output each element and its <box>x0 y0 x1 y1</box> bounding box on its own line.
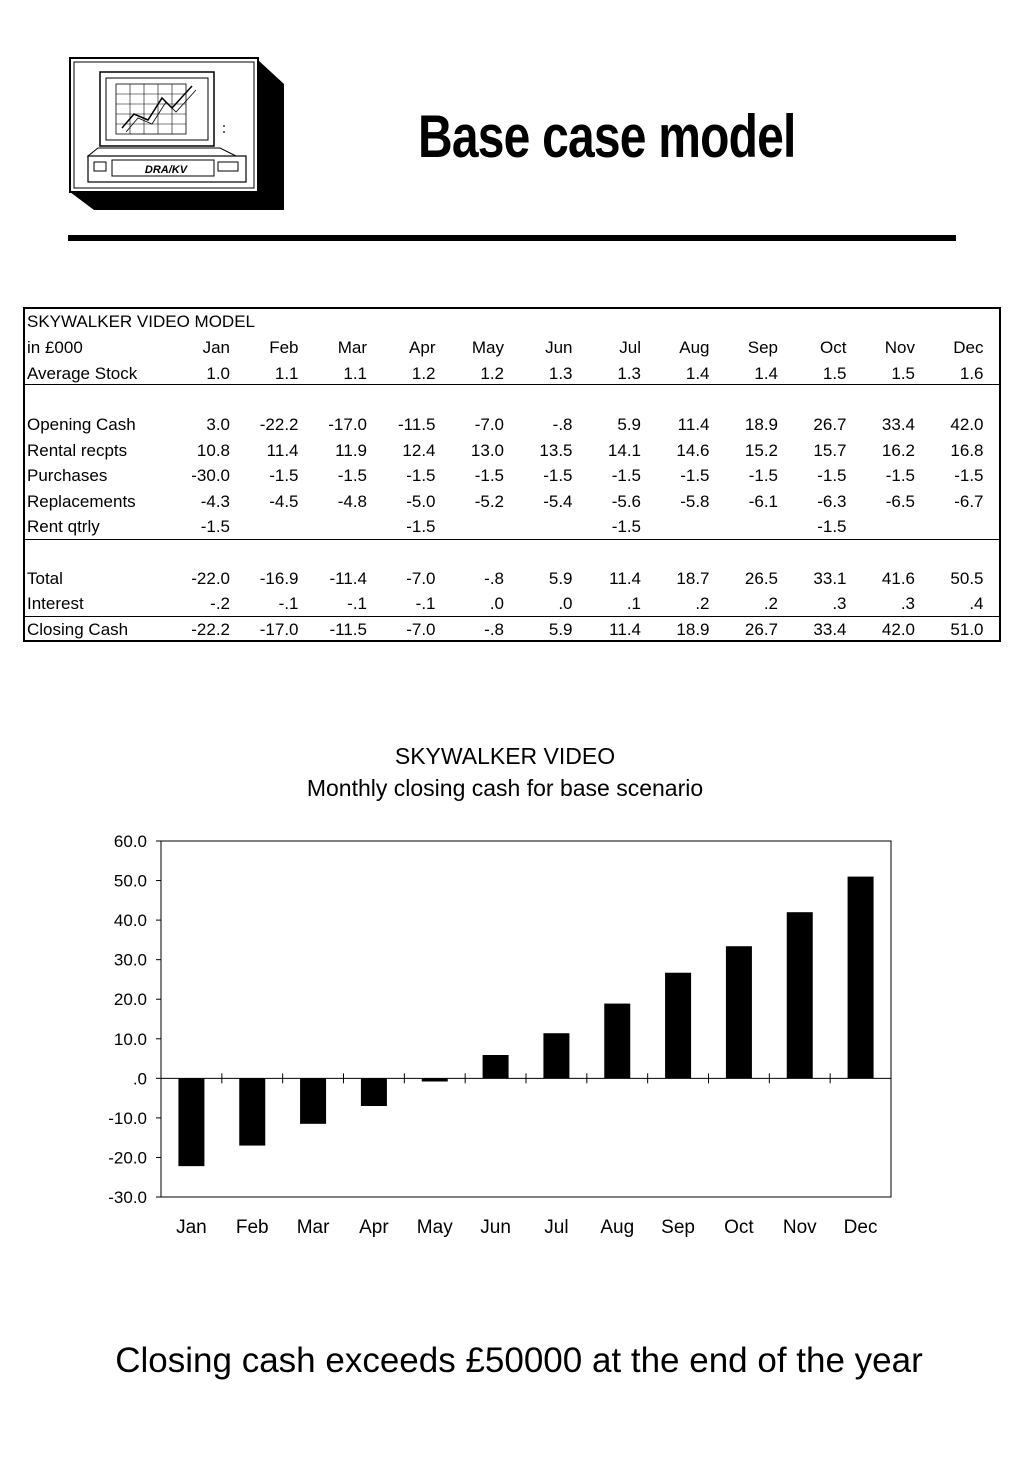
table-cell: -4.3 <box>200 492 230 511</box>
chart-title: SKYWALKER VIDEO <box>394 743 616 769</box>
table-cell: 1.1 <box>343 364 367 383</box>
x-tick-label: Apr <box>359 1217 389 1238</box>
table-cell: 11.9 <box>335 441 367 460</box>
table-row <box>25 361 999 386</box>
month-header: Jun <box>545 338 573 357</box>
x-tick-label: May <box>416 1217 453 1238</box>
y-tick-label: 40.0 <box>113 911 147 931</box>
table-cell: -1.5 <box>954 466 984 485</box>
table-cell: 16.8 <box>950 441 984 460</box>
row-label: Replacements <box>27 492 136 511</box>
table-cell: -1.5 <box>817 517 847 536</box>
table-cell: 11.4 <box>266 441 299 460</box>
table-cell: -.2 <box>210 594 230 613</box>
row-label: Total <box>27 569 63 588</box>
table-cell: -11.5 <box>329 620 367 639</box>
table-cell: -1.5 <box>474 466 504 485</box>
month-header: Oct <box>820 338 847 357</box>
table-cell: 41.6 <box>881 569 915 588</box>
row-label: Purchases <box>27 466 108 485</box>
table-cell: 26.7 <box>744 620 778 639</box>
table-cell: -1.5 <box>200 517 230 536</box>
closing-cash-bar-chart <box>0 820 1024 1260</box>
table-cell: 1.3 <box>548 364 573 383</box>
month-header: Jul <box>619 338 641 357</box>
table-cell: -.8 <box>484 569 504 588</box>
table-cell: 1.4 <box>754 364 778 383</box>
table-cell: -.1 <box>415 594 436 613</box>
plot-area <box>161 841 891 1197</box>
table-cell: -7.0 <box>406 569 436 588</box>
table-cell: -22.2 <box>191 620 230 639</box>
table-cell: -17.0 <box>328 415 367 434</box>
month-header: Aug <box>679 338 710 357</box>
x-tick-label: Jun <box>480 1217 511 1238</box>
row-label: Opening Cash <box>27 415 136 434</box>
table-cell: -1.5 <box>269 466 299 485</box>
bar <box>726 946 752 1078</box>
table-cell: .2 <box>695 594 710 613</box>
y-tick-label: 30.0 <box>113 950 147 970</box>
bar <box>604 1004 630 1079</box>
table-cell: -1.5 <box>337 466 367 485</box>
logo-label: DRA/KV <box>144 164 188 176</box>
table-cell: 1.4 <box>685 364 710 383</box>
table-cell: -1.5 <box>611 466 641 485</box>
y-tick-label: -10.0 <box>108 1108 147 1128</box>
table-cell: -1.5 <box>680 466 710 485</box>
row-label: Interest <box>27 594 84 613</box>
table-cell: 42.0 <box>881 620 915 639</box>
table-cell: .1 <box>626 594 641 613</box>
table-cell: -5.8 <box>680 492 710 511</box>
table-cell: 1.1 <box>274 364 299 383</box>
table-cell: -4.5 <box>269 492 299 511</box>
table-header-row <box>25 335 999 360</box>
table-cell: 11.4 <box>677 415 710 434</box>
month-header: Feb <box>269 338 299 357</box>
bar <box>422 1078 448 1081</box>
x-tick-label: Dec <box>843 1217 878 1238</box>
month-header: Dec <box>953 338 984 357</box>
table-cell: -6.7 <box>954 492 984 511</box>
table-cell: 33.1 <box>813 569 847 588</box>
table-cell: 5.9 <box>548 569 573 588</box>
table-cell: 5.9 <box>548 620 573 639</box>
table-cell: -22.0 <box>191 569 230 588</box>
table-cell: -6.1 <box>748 492 778 511</box>
unit-label: in £000 <box>27 338 83 357</box>
table-cell: -11.4 <box>329 569 367 588</box>
table-cell: -.8 <box>484 620 504 639</box>
table-cell: 12.4 <box>402 441 436 460</box>
table-title: SKYWALKER VIDEO MODEL <box>27 312 255 331</box>
table-cell: 33.4 <box>813 620 847 639</box>
title-rule <box>68 235 956 241</box>
cash-model-table <box>23 307 1001 642</box>
table-cell: -6.5 <box>885 492 915 511</box>
table-cell: -5.6 <box>611 492 641 511</box>
table-cell: -.1 <box>278 594 299 613</box>
conclusion-text: Closing cash exceeds £50000 at the end of the year <box>115 1341 923 1380</box>
y-tick-label: .0 <box>132 1069 147 1089</box>
table-cell: 1.3 <box>617 364 641 383</box>
table-cell: -5.4 <box>543 492 573 511</box>
table-cell: 14.1 <box>607 441 641 460</box>
table-cell: -5.0 <box>406 492 436 511</box>
x-tick-label: Feb <box>235 1217 269 1238</box>
table-cell: -1.5 <box>611 517 641 536</box>
y-tick-label: -20.0 <box>108 1148 147 1168</box>
bar <box>787 912 813 1078</box>
month-header: Apr <box>409 338 436 357</box>
table-cell: 33.4 <box>881 415 915 434</box>
table-cell: -.8 <box>552 415 573 434</box>
table-divider <box>25 539 999 540</box>
table-row <box>25 617 999 642</box>
table-cell: -1.5 <box>817 466 847 485</box>
x-tick-label: Sep <box>661 1217 695 1238</box>
table-cell: -6.3 <box>817 492 847 511</box>
bar <box>543 1033 569 1078</box>
table-row <box>25 412 999 437</box>
month-header: Mar <box>337 338 367 357</box>
row-label: Rent qtrly <box>27 517 100 536</box>
month-header: Jan <box>202 338 230 357</box>
table-cell: -5.2 <box>474 492 504 511</box>
table-row <box>25 514 999 539</box>
table-cell: 1.2 <box>480 364 504 383</box>
table-cell: 18.9 <box>676 620 710 639</box>
table-row <box>25 566 999 591</box>
table-title-row <box>25 309 999 334</box>
x-tick-label: Aug <box>600 1217 635 1238</box>
month-header: May <box>471 338 504 357</box>
page-title: Base case model <box>418 103 796 170</box>
table-cell: .0 <box>489 594 504 613</box>
y-tick-label: -30.0 <box>108 1188 147 1207</box>
table-cell: 1.2 <box>411 364 436 383</box>
table-cell: 13.0 <box>470 441 504 460</box>
table-cell: 11.4 <box>609 569 641 588</box>
table-cell: 26.5 <box>744 569 778 588</box>
bar <box>361 1078 387 1106</box>
bar <box>483 1055 509 1078</box>
row-label: Average Stock <box>27 364 138 383</box>
bar <box>665 973 691 1079</box>
table-cell: 15.2 <box>744 441 778 460</box>
table-cell: -30.0 <box>191 466 230 485</box>
table-cell: -1.5 <box>406 466 436 485</box>
table-cell: 1.0 <box>206 364 230 383</box>
table-cell: 5.9 <box>617 415 641 434</box>
table-cell: -7.0 <box>474 415 504 434</box>
table-cell: 1.5 <box>891 364 915 383</box>
table-cell: 26.7 <box>813 415 847 434</box>
table-cell: .3 <box>832 594 847 613</box>
table-cell: 14.6 <box>676 441 710 460</box>
table-cell: -11.5 <box>398 415 436 434</box>
table-cell: .3 <box>900 594 915 613</box>
bar <box>239 1078 265 1145</box>
row-label: Closing Cash <box>27 620 129 639</box>
bar <box>178 1078 204 1166</box>
table-cell: -1.5 <box>748 466 778 485</box>
y-tick-label: 10.0 <box>113 1029 147 1049</box>
chart-subtitle: Monthly closing cash for base scenario <box>306 775 704 801</box>
table-cell: 18.9 <box>744 415 778 434</box>
table-row <box>25 438 999 463</box>
table-cell: -22.2 <box>259 415 299 434</box>
row-label: Rental recpts <box>27 441 128 460</box>
table-cell: -.1 <box>347 594 367 613</box>
table-cell: 51.0 <box>950 620 984 639</box>
table-cell: -16.9 <box>259 569 299 588</box>
table-cell: 16.2 <box>881 441 915 460</box>
table-row <box>25 463 999 488</box>
x-tick-label: Nov <box>782 1217 817 1238</box>
table-cell: 10.8 <box>196 441 230 460</box>
x-tick-label: Jul <box>544 1217 569 1238</box>
y-tick-label: 20.0 <box>113 990 147 1010</box>
table-cell: 13.5 <box>539 441 573 460</box>
table-cell: .4 <box>969 594 984 613</box>
logo-computer-icon <box>68 56 288 214</box>
table-cell: 15.7 <box>813 441 847 460</box>
month-header: Sep <box>747 338 778 357</box>
table-cell: 3.0 <box>206 415 230 434</box>
table-cell: .2 <box>763 594 778 613</box>
table-cell: 42.0 <box>950 415 984 434</box>
table-cell: 50.5 <box>950 569 984 588</box>
bar <box>300 1078 326 1123</box>
table-cell: 11.4 <box>609 620 641 639</box>
table-cell: -1.5 <box>885 466 915 485</box>
table-cell: .0 <box>558 594 573 613</box>
table-row <box>25 489 999 514</box>
table-cell: -17.0 <box>259 620 299 639</box>
month-header: Nov <box>884 338 915 357</box>
x-tick-label: Oct <box>724 1217 754 1238</box>
y-tick-label: 60.0 <box>113 832 147 851</box>
table-cell: 18.7 <box>676 569 710 588</box>
table-cell: -1.5 <box>543 466 573 485</box>
x-tick-label: Jan <box>176 1217 207 1238</box>
x-tick-label: Mar <box>296 1217 330 1238</box>
table-cell: -4.8 <box>337 492 367 511</box>
table-row <box>25 591 999 616</box>
y-tick-label: 50.0 <box>113 871 147 891</box>
table-cell: 1.6 <box>959 364 984 383</box>
table-cell: 1.5 <box>822 364 847 383</box>
table-cell: -7.0 <box>406 620 436 639</box>
bar <box>848 877 874 1079</box>
table-cell: -1.5 <box>406 517 436 536</box>
